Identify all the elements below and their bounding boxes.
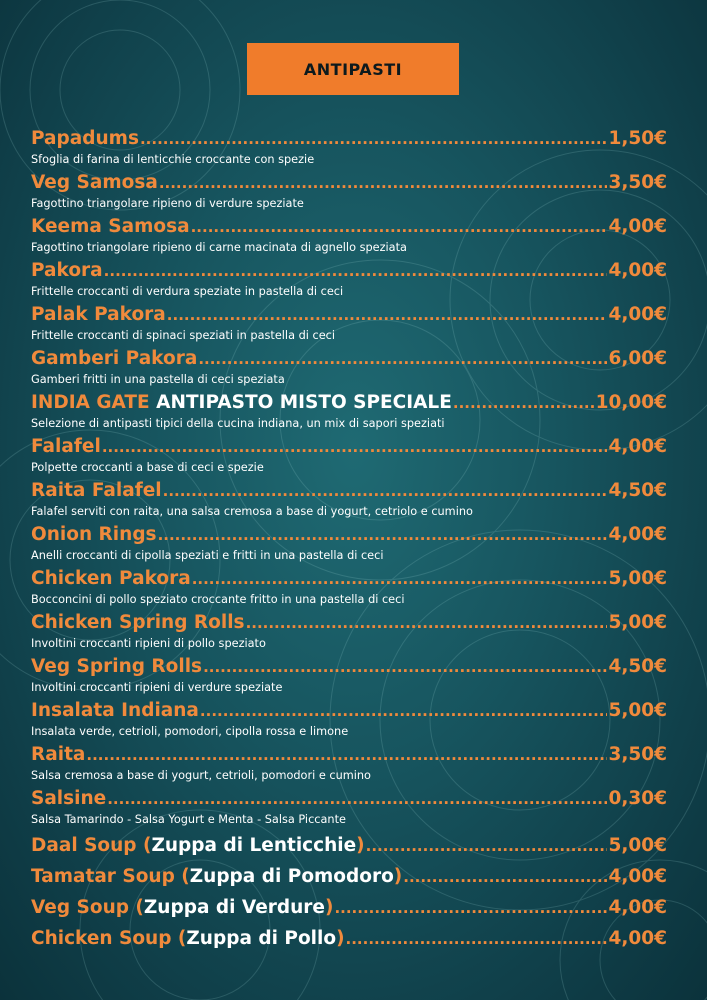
menu-item-name-text: Insalata Indiana <box>31 700 199 721</box>
menu-item-name <box>31 522 157 547</box>
menu-item-name-text: INDIA GATE <box>31 392 150 413</box>
dot-leader <box>200 699 608 723</box>
menu-item-row <box>31 302 667 327</box>
paren-open: ( <box>171 928 187 949</box>
menu-item <box>31 214 667 258</box>
menu-item-description: Frittelle croccanti di verdura speziate in pastella di ceci <box>31 285 344 298</box>
soup-name-text: Daal Soup <box>31 835 137 856</box>
dot-leader <box>191 215 608 239</box>
menu-item-name-text: Veg Samosa <box>31 172 158 193</box>
dot-leader <box>192 567 608 591</box>
soup-item-price: 4,00€ <box>608 897 667 918</box>
menu-item-price: 3,50€ <box>608 744 667 765</box>
paren-open: ( <box>128 897 144 918</box>
soup-item-price: 4,00€ <box>608 928 667 949</box>
soup-item-name <box>31 923 345 954</box>
menu-item-price: 4,00€ <box>608 436 667 457</box>
soup-list <box>31 830 667 954</box>
soup-translation: Zuppa di Verdure <box>143 897 325 918</box>
soup-item-row <box>31 830 667 861</box>
menu-item-price: 4,50€ <box>608 480 667 501</box>
menu-item-price: 4,00€ <box>608 304 667 325</box>
menu-item <box>31 346 667 390</box>
menu-item-name-text: Falafel <box>31 436 101 457</box>
menu-item-price: 5,00€ <box>608 568 667 589</box>
menu-item-name-suffix: ANTIPASTO MISTO SPECIALE <box>156 392 452 413</box>
menu-item-price: 1,50€ <box>608 128 667 149</box>
menu-item-name <box>31 566 191 591</box>
menu-item-description: Selezione di antipasti tipici della cucina indiana, un mix di sapori speziati <box>31 417 445 430</box>
menu-item-name-text: Papadums <box>31 128 139 149</box>
menu-item-price: 4,00€ <box>608 260 667 281</box>
soup-item-name <box>31 861 402 892</box>
menu-item <box>31 742 667 786</box>
dot-leader <box>163 479 608 503</box>
paren-close: ) <box>324 897 334 918</box>
menu-item-description: Insalata verde, cetrioli, pomodori, cipolla rossa e limone <box>31 725 349 738</box>
menu-item-row <box>31 258 667 283</box>
menu-item-description: Falafel serviti con raita, una salsa cremosa a base di yogurt, cetriolo e cumino <box>31 505 473 518</box>
soup-name-text: Tamatar Soup <box>31 866 175 887</box>
menu-item-price: 3,50€ <box>608 172 667 193</box>
menu-item-name-text: Chicken Spring Rolls <box>31 612 245 633</box>
menu-item-description: Involtini croccanti ripieni di pollo speziato <box>31 637 266 650</box>
menu-item-row <box>31 522 667 547</box>
menu-item-description: Sfoglia di farina di lenticchie croccante con spezie <box>31 153 315 166</box>
menu-item-description: Frittelle croccanti di spinaci speziati in pastella di ceci <box>31 329 335 342</box>
menu-item-name-text: Keema Samosa <box>31 216 190 237</box>
dot-leader <box>346 924 608 954</box>
soup-translation: Zuppa di Pomodoro <box>189 866 394 887</box>
menu-item-price: 6,00€ <box>608 348 667 369</box>
menu-item-name-text: Chicken Pakora <box>31 568 191 589</box>
menu-item-row <box>31 566 667 591</box>
menu-item-description: Salsa Tamarindo - Salsa Yogurt e Menta - Salsa Piccante <box>31 813 346 826</box>
menu-item-description: Salsa cremosa a base di yogurt, cetrioli, pomodori e cumino <box>31 769 371 782</box>
menu-item-name <box>31 258 103 283</box>
menu-item-description: Polpette croccanti a base di ceci e spezie <box>31 461 264 474</box>
menu-item-name-text: Raita Falafel <box>31 480 162 501</box>
menu-item-name <box>31 610 245 635</box>
menu-item-row <box>31 698 667 723</box>
menu-item-name-text: Veg Spring Rolls <box>31 656 203 677</box>
menu-item-name <box>31 742 85 767</box>
menu-item <box>31 390 667 434</box>
menu-item-row <box>31 434 667 459</box>
section-title <box>247 43 459 95</box>
soup-item-name <box>31 892 333 923</box>
menu-item-price: 0,30€ <box>608 788 667 809</box>
menu-list <box>31 126 667 954</box>
dot-leader <box>198 347 607 371</box>
menu-item-price: 4,50€ <box>608 656 667 677</box>
soup-name-text: Chicken Soup <box>31 928 172 949</box>
paren-close: ) <box>393 866 403 887</box>
dot-leader <box>140 127 607 151</box>
menu-item-row <box>31 390 667 415</box>
menu-item-description: Bocconcini di pollo speziato croccante fritto in una pastella di ceci <box>31 593 405 606</box>
dot-leader <box>246 611 608 635</box>
menu-item <box>31 566 667 610</box>
menu-item-price: 10,00€ <box>595 392 667 413</box>
menu-item-name <box>31 434 101 459</box>
menu-item <box>31 258 667 302</box>
menu-item-name <box>31 302 166 327</box>
dot-leader <box>159 171 608 195</box>
menu-item <box>31 302 667 346</box>
soup-translation: Zuppa di Pollo <box>186 928 337 949</box>
dot-leader <box>334 893 607 923</box>
menu-item <box>31 610 667 654</box>
menu-item-name-text: Raita <box>31 744 86 765</box>
dot-leader <box>158 523 608 547</box>
menu-item-description: Anelli croccanti di cipolla speziati e fritti in una pastella di ceci <box>31 549 384 562</box>
menu-item-name <box>31 214 190 239</box>
menu-item <box>31 522 667 566</box>
menu-item-name <box>31 654 202 679</box>
menu-item-price: 4,00€ <box>608 216 667 237</box>
menu-item-name <box>31 478 162 503</box>
dot-leader <box>104 259 608 283</box>
section-title-text: ANTIPASTI <box>303 59 403 79</box>
menu-item-description: Fagottino triangolare ripieno di carne macinata di agnello speziata <box>31 241 407 254</box>
menu-item <box>31 698 667 742</box>
paren-open: ( <box>174 866 190 887</box>
paren-close: ) <box>356 835 365 856</box>
menu-item-description: Involtini croccanti ripieni di verdure speziate <box>31 681 283 694</box>
dot-leader <box>203 655 607 679</box>
menu-item-name <box>31 170 158 195</box>
menu-item-row <box>31 126 667 151</box>
menu-item-name-text: Salsine <box>31 788 107 809</box>
paren-close: ) <box>336 928 345 949</box>
soup-item-row <box>31 923 667 954</box>
menu-item-price: 5,00€ <box>608 612 667 633</box>
menu-item-name <box>31 126 139 151</box>
dot-leader <box>366 831 608 861</box>
soup-item-name <box>31 830 365 861</box>
dot-leader <box>167 303 608 327</box>
menu-item-row <box>31 346 667 371</box>
paren-open: ( <box>136 835 152 856</box>
dot-leader <box>86 743 607 767</box>
menu-item-name-text: Gamberi Pakora <box>31 348 198 369</box>
dot-leader <box>403 862 607 892</box>
menu-item-row <box>31 214 667 239</box>
menu-item-row <box>31 742 667 767</box>
soup-name-text: Veg Soup <box>31 897 129 918</box>
soup-item-price: 4,00€ <box>608 866 667 887</box>
menu-item-description: Gamberi fritti in una pastella di ceci speziata <box>31 373 285 386</box>
menu-item-name-text: Pakora <box>31 260 103 281</box>
menu-item-description: Fagottino triangolare ripieno di verdure speziate <box>31 197 304 210</box>
dot-leader <box>102 435 608 459</box>
menu-item-price: 5,00€ <box>608 700 667 721</box>
menu-item-name <box>31 786 106 811</box>
soup-item-row <box>31 861 667 892</box>
dot-leader <box>453 391 595 415</box>
menu-item-name-text: Onion Rings <box>31 524 157 545</box>
soup-item-row <box>31 892 667 923</box>
menu-item-name <box>31 698 199 723</box>
menu-item <box>31 434 667 478</box>
soup-translation: Zuppa di Lenticchie <box>151 835 357 856</box>
menu-item-row <box>31 478 667 503</box>
menu-item-price: 4,00€ <box>608 524 667 545</box>
menu-item-row <box>31 610 667 635</box>
menu-item-row <box>31 654 667 679</box>
menu-item <box>31 654 667 698</box>
menu-item-row <box>31 786 667 811</box>
menu-item-name <box>31 346 197 371</box>
menu-item-name <box>31 390 452 415</box>
menu-item-name-text: Palak Pakora <box>31 304 166 325</box>
menu-item <box>31 478 667 522</box>
soup-item-price: 5,00€ <box>608 835 667 856</box>
dot-leader <box>107 787 607 811</box>
menu-item <box>31 126 667 170</box>
menu-item-row <box>31 170 667 195</box>
menu-item <box>31 170 667 214</box>
menu-item <box>31 786 667 830</box>
